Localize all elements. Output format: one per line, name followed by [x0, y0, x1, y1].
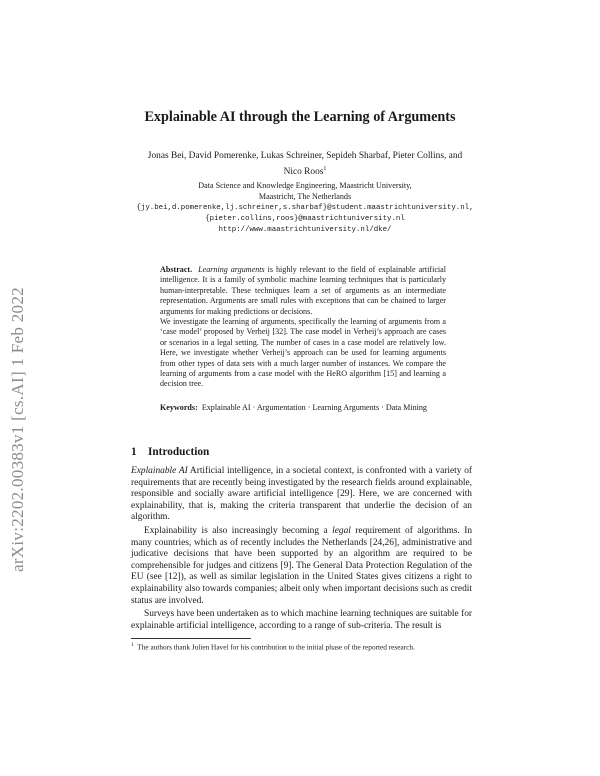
- abstract-paragraph-1: [160, 265, 446, 317]
- author-footnote-mark: 1: [323, 166, 327, 172]
- affiliation-email-students: {jy.bei,d.pomerenke,lj.schreiner,s.sharbaf}@student.maastrichtuniversity.nl,: [136, 203, 474, 212]
- footnote: [131, 642, 476, 651]
- footnote-text: The authors thank Julien Havel for his contribution to the initial phase of the reported research.: [137, 642, 415, 652]
- abstract-block: [160, 265, 446, 390]
- body-paragraph-2-b: requirement of algorithms. In many countries, which as of recently includes the Netherlands [24,26], administrative and judicative decisions that have been supported by an algorithm are required to be comprehensible for judges and citizens [9]. The General Data Protection Regulation of the EU (see [12]), as well as similar legislation in the United States gives citizens a right to explainability also towards companies; albeit only when important decisions such as credit status are involved.: [131, 525, 473, 606]
- footnote-mark: 1: [131, 642, 134, 648]
- abstract-lead: Learning arguments: [198, 265, 265, 274]
- affiliation-url[interactable]: http://www.maastrichtuniversity.nl/dke/: [218, 226, 392, 235]
- arxiv-identifier-stamp: arXiv:2202.00383v1 [cs.AI] 1 Feb 2022: [8, 287, 27, 572]
- affiliation-block: [100, 180, 510, 236]
- keywords-text: Explainable AI · Argumentation · Learning Arguments · Data Mining: [201, 403, 427, 412]
- footnote-rule: [131, 638, 251, 639]
- keywords-label: Keywords:: [160, 403, 198, 412]
- author-list: [140, 150, 470, 179]
- body-text: [131, 466, 472, 634]
- body-paragraph-2-a: Explainability is also increasingly becoming a: [144, 525, 333, 536]
- paper-title: Explainable AI through the Learning of Arguments: [144, 109, 456, 125]
- body-paragraph-2-emph: legal: [332, 525, 351, 536]
- body-paragraph-2: [131, 526, 472, 607]
- paragraph-heading: Explainable AI: [131, 466, 188, 476]
- affiliation-institution: Data Science and Knowledge Engineering, Maastricht University,: [198, 181, 412, 190]
- author-line-1: Jonas Bei, David Pomerenke, Lukas Schreiner, Sepideh Sharbaf, Pieter Collins, and: [147, 151, 463, 161]
- body-paragraph-1: [131, 466, 472, 524]
- affiliation-email-staff: {pieter.collins,roos}@maastrichtuniversity.nl: [205, 214, 405, 223]
- section-heading: [131, 446, 209, 458]
- body-paragraph-1-text: Artificial intelligence, in a societal context, is confronted with a variety of requirements that are recently being investigated by the research fields around explainable, responsible and socially aware artificial intelligence [29]. Here, we are concerned with explainability, that is, making the criteria transparent that underlie the decision of an algorithm.: [131, 466, 473, 523]
- author-last: Nico Roos: [283, 167, 324, 178]
- section-number: 1: [131, 446, 137, 458]
- keywords-block: [160, 403, 446, 413]
- abstract-label: Abstract.: [160, 265, 193, 274]
- author-line-2: [140, 163, 470, 179]
- body-paragraph-3: Surveys have been undertaken as to which machine learning techniques are suitable for explainable artificial intelligence, according to a range of sub-criteria. The result is: [131, 609, 472, 631]
- abstract-paragraph-2: We investigate the learning of arguments, specifically the learning of arguments from a ‘case model’ proposed by Verheij [32]. The case model in Verheij’s approach are cases or scenarios in a legal setting. The number of cases in a case model are relatively low. Here, we investigate whether Verheij’s approach can be used for learning arguments from other types of data sets with a much larger number of instances. We compare the learning of arguments from a case model with the HeRO algorithm [15] and learning a decision tree.: [160, 317, 446, 389]
- section-title: Introduction: [148, 446, 210, 458]
- affiliation-location: Maastricht, The Netherlands: [258, 192, 352, 202]
- abstract-text-1: is highly relevant to the field of explainable artificial intelligence. It is a family of symbolic machine learning techniques that is particularly human-interpretable. These techniques learn a set of arguments as an intermediate representation. Arguments are small rules with exceptions that can be chained to larger arguments for making predictions or decisions.: [160, 265, 447, 316]
